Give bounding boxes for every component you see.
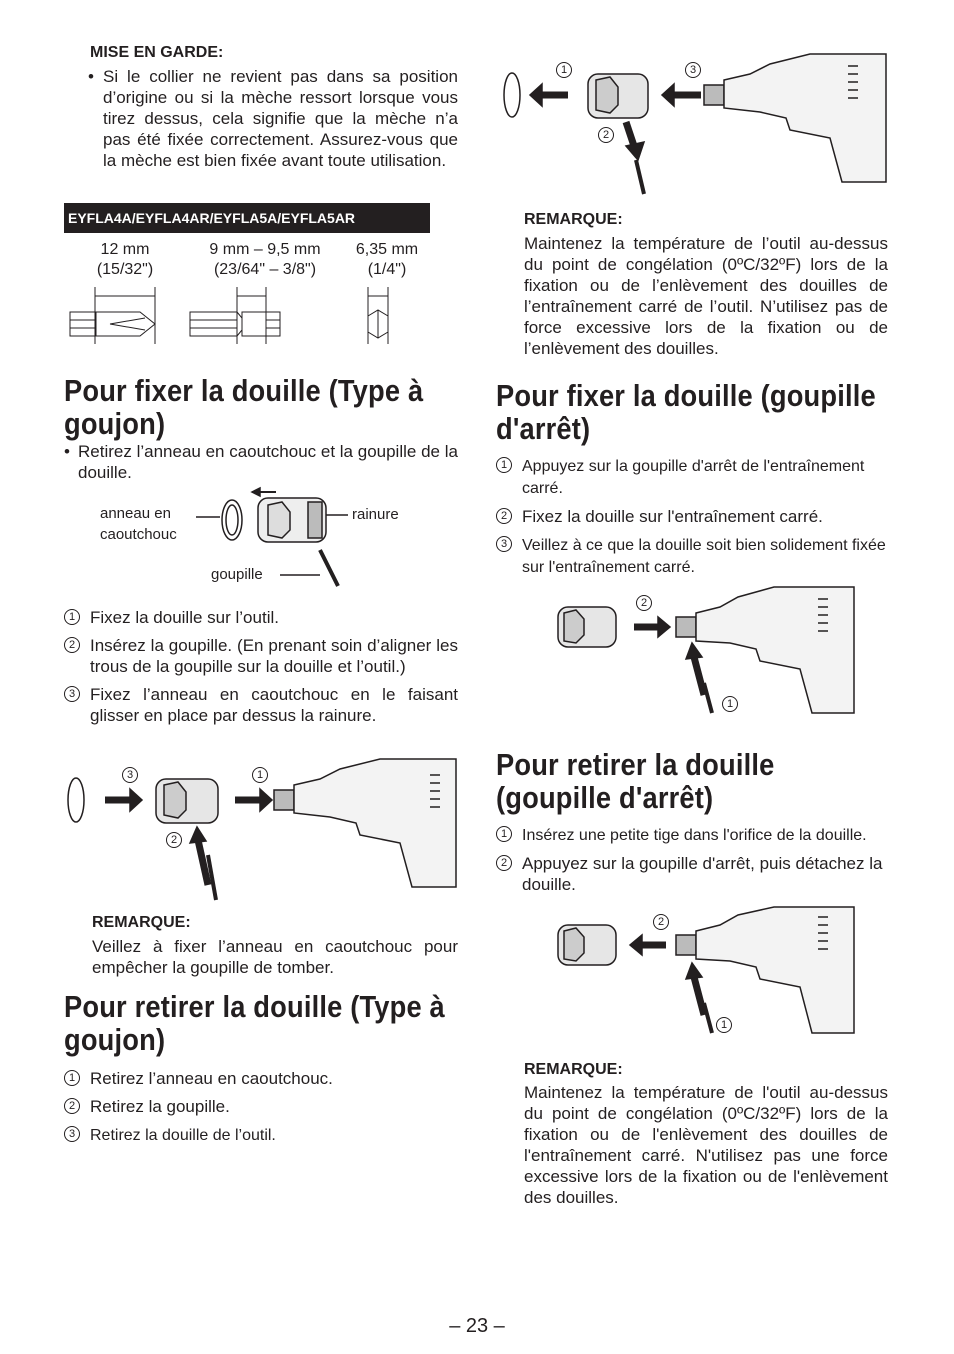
step-number: 3: [496, 536, 512, 552]
step-text: Retirez la goupille.: [90, 1097, 230, 1116]
bit-size-inch: (1/4"): [367, 261, 407, 278]
step-number: 2: [64, 1098, 80, 1114]
remove-pin-step: [64, 1096, 458, 1117]
page-number: – 23 –: [449, 1315, 505, 1337]
caution-title: MISE EN GARDE:: [90, 44, 224, 61]
label-groove: rainure: [352, 506, 399, 523]
bit-dimension-diagram: [60, 282, 440, 352]
step-text: Fixez la douille sur l'entraînement carré.: [522, 507, 823, 526]
bit-size-inch: (15/32"): [96, 261, 154, 278]
remove-detent-diagram: [554, 905, 859, 1040]
bit-size-mm: 12 mm: [100, 241, 150, 258]
fix-pin-bullet: • Retirez l’anneau en caoutchouc et la goupille de la douille.: [64, 442, 458, 482]
step-text: Appuyez sur la goupille d'arrêt de l'entraînement carré.: [522, 458, 865, 497]
fix-pin-step: [64, 635, 458, 677]
fix-detent-steps: [496, 455, 890, 585]
models-label: EYFLA4A/EYFLA4AR/EYFLA5A/EYFLA5AR: [64, 203, 430, 233]
step-number: 2: [64, 637, 80, 653]
fix-detent-step: [496, 455, 890, 499]
callout-1: 1: [716, 1017, 732, 1033]
note-text-left: Veillez à fixer l’anneau en caoutchouc pour empêcher la goupille de tomber.: [92, 937, 458, 977]
fix-detent-step: [496, 534, 890, 578]
callout-2: 2: [598, 127, 614, 143]
section-title-fix-pin: Pour fixer la douille (Type à goujon): [64, 373, 424, 441]
section-title-remove-pin: Pour retirer la douille (Type à goujon): [64, 989, 445, 1057]
caution-bullet: • Si le collier ne revient pas dans sa position d’origine ou si la mèche ressort lorsque vous tirez dessus, cela signifie que la mèche n’a pas été fixée correctement. Assurez-vous que la mèche est bien fixée avant toute utilisation.: [88, 67, 458, 170]
bit-size-9mm: [190, 240, 340, 280]
step-text: Appuyez sur la goupille d'arrêt, puis détachez la douille.: [522, 854, 883, 894]
callout-1: 1: [252, 767, 268, 783]
fix-pin-step: [64, 684, 458, 726]
callout-2: 2: [636, 595, 652, 611]
callout-2: 2: [166, 832, 182, 848]
bit-size-inch: (23/64" – 3/8"): [213, 261, 317, 278]
fix-pin-bullet-text: Retirez l’anneau en caoutchouc et la goupille de la douille.: [78, 442, 458, 482]
label-pin: goupille: [211, 566, 263, 583]
note-title-left: REMARQUE:: [92, 914, 191, 931]
caution-text: Si le collier ne revient pas dans sa position d’origine ou si la mèche ressort lorsque vous tirez dessus, cela signifie que la mèche n’a pas été fixée correctement. Assurez-vous que la mèche est bien fixée avant toute utilisation.: [103, 67, 458, 170]
bit-size-12mm: [80, 240, 170, 280]
step-number: 2: [496, 508, 512, 524]
remove-pin-step: [64, 1124, 458, 1146]
remove-detent-steps: [496, 824, 890, 902]
step-text: Veillez à ce que la douille soit bien solidement fixée sur l'entraînement carré.: [522, 537, 886, 576]
step-number: 2: [496, 855, 512, 871]
step-number: 1: [496, 826, 512, 842]
fix-detent-diagram: [554, 585, 859, 720]
fix-pin-steps: [64, 607, 458, 733]
fix-pin-step: [64, 607, 458, 628]
step-text: Fixez l’anneau en caoutchouc en le faisant glisser en place par dessus la rainure.: [90, 685, 458, 725]
bit-size-mm: 6,35 mm: [355, 241, 419, 258]
socket-parts-diagram: [196, 480, 356, 590]
step-number: 3: [64, 686, 80, 702]
callout-3: 3: [122, 767, 138, 783]
section-title-fix-detent: Pour fixer la douille (goupille d'arrêt): [496, 378, 876, 446]
label-rubber-ring: anneau en caoutchouc: [100, 505, 177, 543]
note-title-right-2: REMARQUE:: [524, 1061, 623, 1078]
step-text: Retirez la douille de l’outil.: [90, 1127, 276, 1144]
step-number: 3: [64, 1126, 80, 1142]
step-text: Insérez la goupille. (En prenant soin d’aligner les trous de la goupille sur la douille et l’outil.): [90, 636, 458, 676]
step-number: 1: [64, 609, 80, 625]
callout-1: 1: [556, 62, 572, 78]
remove-detent-step: [496, 824, 890, 846]
step-text: Retirez l’anneau en caoutchouc.: [90, 1069, 333, 1088]
callout-3: 3: [685, 62, 701, 78]
section-title-remove-detent: Pour retirer la douille (goupille d'arrêt): [496, 747, 775, 815]
remove-pin-step: [64, 1068, 458, 1089]
callout-1: 1: [722, 696, 738, 712]
bit-size-mm: 9 mm – 9,5 mm: [209, 241, 321, 258]
note-text-right-2: Maintenez la température de l'outil au-dessus du point de congélation (0ºC/32ºF) lors de la fixation ou de l'enlèvement des douilles de l'entraînement carré. N'utilisez pas une force excessive lors de la fixation ou de l'enlèvement des douilles.: [524, 1083, 888, 1207]
step-text: Insérez une petite tige dans l'orifice de la douille.: [522, 827, 867, 844]
step-number: 1: [496, 457, 512, 473]
bit-size-635mm: [342, 240, 432, 280]
fix-detent-step: [496, 506, 890, 527]
note-title-right-1: REMARQUE:: [524, 211, 623, 228]
step-text: Fixez la douille sur l’outil.: [90, 608, 279, 627]
note-text-right-1: Maintenez la température de l’outil au-dessus du point de congélation (0ºC/32ºF) lors de la fixation ou de l’enlèvement des douilles de l’entraînement carré de l’outil. N’utilisez pas de force excessive lors de la fixation ou de l’enlèvement des douilles.: [524, 234, 888, 358]
step-number: 1: [64, 1070, 80, 1086]
remove-detent-step: [496, 853, 890, 895]
remove-pin-steps: [64, 1068, 458, 1153]
callout-2: 2: [653, 914, 669, 930]
